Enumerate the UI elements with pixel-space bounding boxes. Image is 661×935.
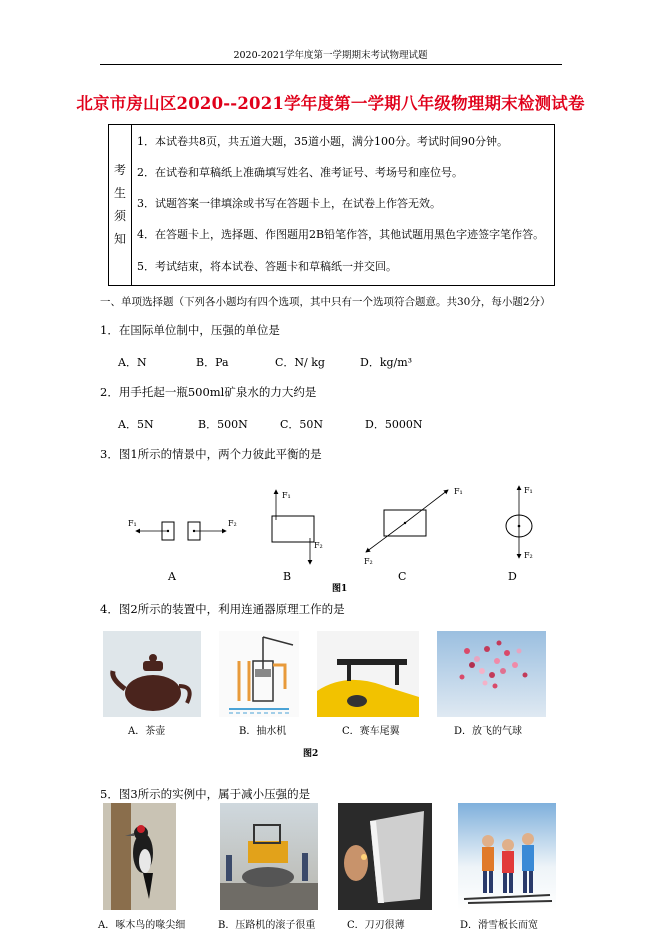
race-car-image [317,631,419,717]
exam-title: 北京市房山区2020--2021学年度第一学期八年级物理期末检测试卷 [76,94,585,113]
question-3: 3．图1所示的情景中，两个力彼此平衡的是 [100,447,322,461]
pump-image [219,631,299,717]
q2-option-a: A．5N [118,418,154,431]
question-4: 4．图2所示的装置中，利用连通器原理工作的是 [100,602,345,616]
q4-caption-a: A．茶壶 [128,726,166,737]
q1-option-c: C．N/ kg [275,356,325,369]
notice-char: 考 [113,163,126,177]
q1-option-a: A．N [118,356,147,369]
notice-side-label [109,125,132,285]
q4-caption-b: B．抽水机 [239,726,287,737]
figure-1d-diagram [506,486,533,560]
woodpecker-image [103,803,176,910]
road-roller-image [220,803,318,910]
q5-caption-a: A．啄木鸟的喙尖细 [98,920,186,931]
q5-caption-d: D．滑雪板长而宽 [460,920,539,931]
header-rule [100,64,562,65]
force-label-f2: F₂ [228,519,237,528]
q2-option-c: C．50N [280,418,324,431]
balloons-image [437,631,546,717]
figure-1-diagram [120,476,550,596]
section-heading: 一、单项选择题（下列各小题均有四个选项，其中只有一个选项符合题意。共30分，每小题2分） [100,296,551,308]
q2-option-d: D．5000N [365,418,423,431]
figure-2-caption: 图2 [303,749,319,759]
q2-option-b: B．500N [198,418,248,431]
figure-1-caption: 图1 [332,584,348,594]
figure-1a-diagram [128,519,237,540]
figure-1d-label: D [508,570,517,583]
figure-1b-label: B [283,570,292,583]
force-label-f1: F₁ [454,487,463,496]
figure-1b-diagram [272,490,323,564]
notice-item-1: 1．本试卷共8页，共五道大题，35道小题，满分100分。考试时间90分钟。 [137,135,508,148]
notice-item-4: 4．在答题卡上，选择题、作图题用2B铅笔作答，其他试题用黑色字迹签字笔作答。 [137,228,545,241]
notice-box [108,124,555,286]
notice-item-3: 3．试题答案一律填涂或书写在答题卡上，在试卷上作答无效。 [137,197,441,210]
skiers-image [458,803,556,910]
notice-char: 知 [113,232,126,246]
q4-caption-c: C．赛车尾翼 [342,726,400,737]
q5-caption-c: C．刀刃很薄 [347,920,405,931]
notice-item-5: 5．考试结束，将本试卷、答题卡和草稿纸一并交回。 [137,260,397,273]
knife-image [338,803,432,910]
q1-option-d: D．kg/m³ [360,356,413,369]
q5-caption-b: B．压路机的滚子很重 [218,920,316,931]
force-label-f2: F₂ [524,551,533,560]
page-header: 2020-2021学年度第一学期期末考试物理试题 [233,50,428,61]
notice-item-2: 2．在试卷和草稿纸上准确填写姓名、准考证号、考场号和座位号。 [137,166,463,179]
question-5: 5．图3所示的实例中，属于减小压强的是 [100,787,311,801]
q4-caption-d: D．放飞的气球 [454,726,523,737]
figure-1c-diagram [364,487,463,566]
force-label-f2: F₂ [314,541,323,550]
force-label-f1: F₁ [282,491,291,500]
figure-1c-label: C [398,570,407,583]
notice-char: 生 [113,186,126,200]
force-label-f2: F₂ [364,557,373,566]
notice-char: 须 [113,209,126,223]
figure-1a-label: A [168,570,176,583]
question-1: 1．在国际单位制中，压强的单位是 [100,323,280,337]
teapot-image [103,631,201,717]
question-2: 2．用手托起一瓶500ml矿泉水的力大约是 [100,385,317,399]
force-label-f1: F₁ [524,486,533,495]
q1-option-b: B．Pa [196,356,229,369]
force-label-f1: F₁ [128,519,137,528]
